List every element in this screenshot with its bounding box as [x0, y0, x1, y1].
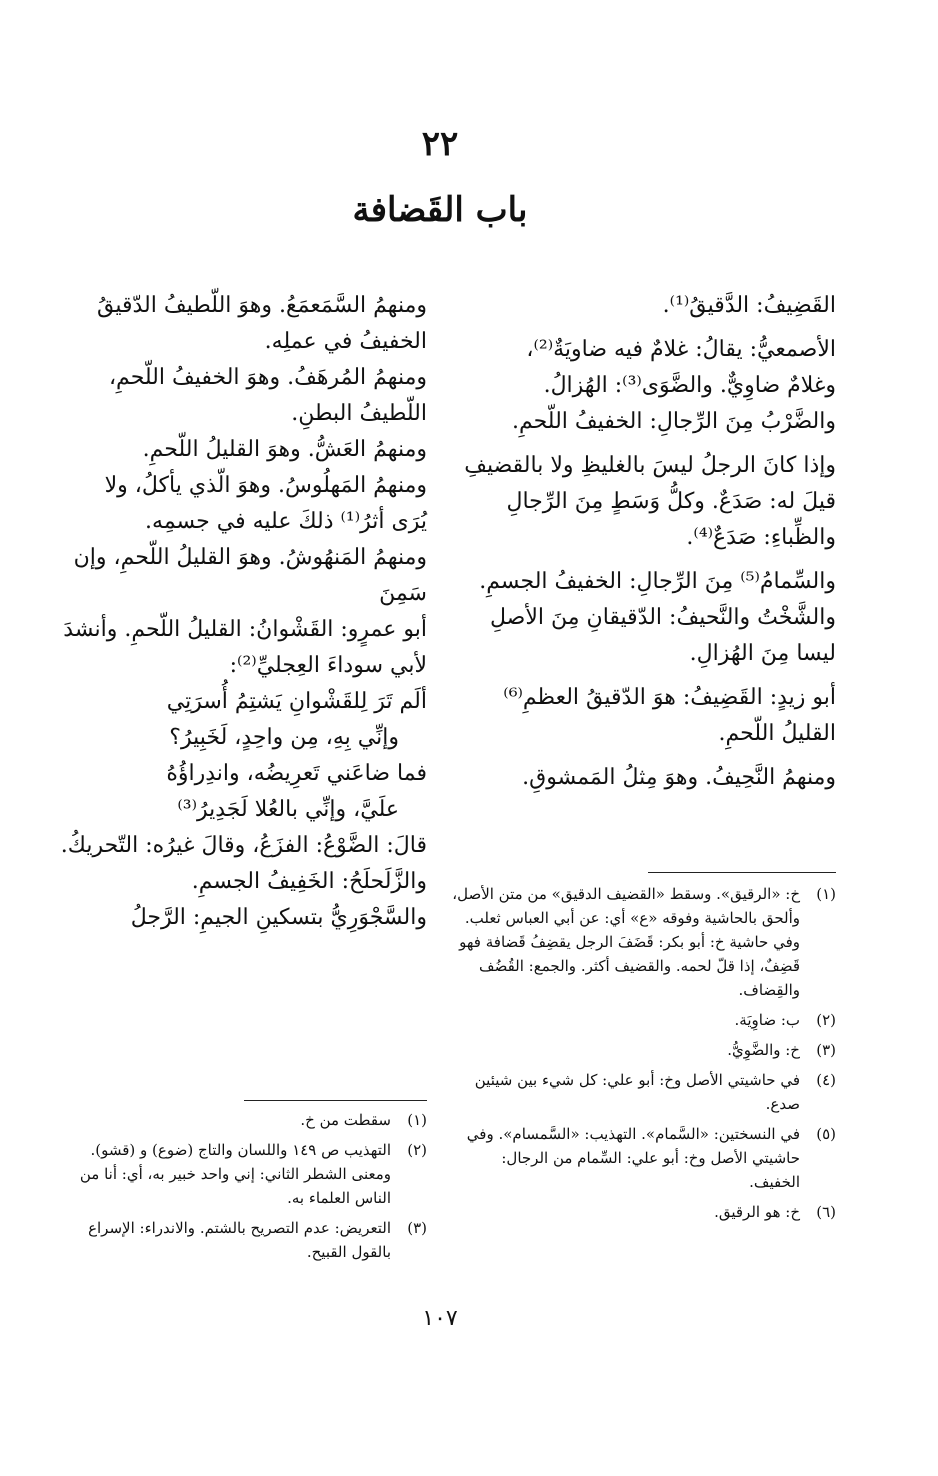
footnote-number: (٣): [407, 1219, 427, 1237]
footnote-text: ب: ضاوِيَة.: [734, 1011, 800, 1029]
text-line: يُرَى أثرُ⁽¹⁾ ذلكَ عليه في جسمِه.: [145, 509, 427, 534]
footnote: [448, 1068, 836, 1116]
footnote-text: التهذيب ص ١٤٩ واللسان والتاج (ضوع) و (قشو). ومعنى الشطر الثاني: إني واحد خبير به، أي: أنا من الناس العلماء به.: [79, 1141, 391, 1207]
text-line: أبو زيدٍ: القَضِيفُ: هوَ الدّقيقُ العظمِ⁽⁶⁾: [503, 685, 836, 710]
text-line: الخفيفُ في عملِه.: [264, 329, 427, 354]
text-line: وإذا كانَ الرجلُ ليسَ بالغليظِ ولا بالقضيفِ: [464, 453, 836, 478]
text-line: والسَّجْوَرِيُّ بتسكينِ الجيمِ: الرَّجلُ: [130, 905, 427, 930]
footnote-separator: [244, 1100, 427, 1101]
text-line: الأصمعيُّ: يقالُ: غلامٌ فيه ضاويَةٌ⁽²⁾،: [526, 337, 836, 362]
text-line: وغلامٌ ضاوِيٌّ. والضَّوَى⁽³⁾: الهُزالُ.: [543, 373, 836, 398]
footnote-number: (٥): [816, 1125, 836, 1143]
text-line: القليلُ اللّحمِ.: [718, 721, 836, 746]
text-line: والظِّباءِ: صَدَعٌ⁽⁴⁾.: [686, 525, 836, 550]
text-line: قالَ: الضَّوْعُ: الفزَعُ، وقالَ غيرُه: التّحريكُ.: [60, 833, 427, 858]
verse-hemistich: فما ضاعَني تَعرِيضُه، واندِراؤُهُ: [166, 761, 427, 786]
text-line: ومنهمُ المَنهُوشُ. وهوَ القليلُ اللّحمِ، وإن: [73, 545, 427, 570]
footnote-number: (٤): [816, 1071, 836, 1089]
footnote-separator: [648, 872, 836, 873]
footnote-text: خ: والضَّوِيُّ.: [727, 1041, 800, 1059]
footnote-number: (٣): [816, 1041, 836, 1059]
footnote-text: خ: هو الرقيق.: [714, 1203, 800, 1221]
footnote: [448, 1200, 836, 1224]
left-column: [52, 288, 427, 936]
footnotes-right: [448, 882, 836, 1230]
text-line: لأبي سوداءَ العِجليِّ⁽²⁾:: [229, 653, 427, 678]
text-line: اللّطيفُ البطنِ.: [291, 401, 427, 426]
text-line: والزَّلَحلَحُ: الخَفِيفُ الجسمِ.: [191, 869, 427, 894]
page-number: ١٠٧: [422, 1306, 458, 1331]
footnote: [448, 1008, 836, 1032]
text-line: ليسا مِنَ الهُزالِ.: [689, 641, 836, 666]
footnote-number: (٦): [816, 1203, 836, 1221]
text-line: ومنهمُ المَهلُوسُ. وهوَ الّذي يأكلُ، ولا: [104, 473, 427, 498]
text-line: ومنهمُ العَشُّ. وهوَ القليلُ اللّحمِ.: [142, 437, 427, 462]
text-line: قيلَ له: صَدَعٌ. وكلُّ وَسَطٍ مِنَ الرِّجالِ: [506, 489, 836, 514]
verse-hemistich: وإنِّي بِهِ، مِن واحِدٍ، لَخَبِيرُ؟: [169, 725, 399, 750]
footnotes-left: [52, 1108, 427, 1270]
footnote: [52, 1138, 427, 1210]
text-line: سَمِنَ: [379, 581, 427, 606]
footnote-number: (٢): [407, 1141, 427, 1159]
chapter-number: ٢٢: [421, 124, 459, 164]
verse-hemistich: ألَم تَرَ لِلقَشْوانِ يَشتِمُ أُسرَتِي: [166, 689, 427, 714]
footnote-text: خ: «الرقيق». وسقط «القضيف الدقيق» من متن الأصل، وألحق بالحاشية وفوقه «ع» أي: عن أبي العباس ثعلب. وفي حاشية خ: أبو بكر: قَضَفَ الرجل يقضِفُ قَضافة فهو قَضِفٌ، إذا قلّ لحمه. والقضيف أكثر. والجمع: القُضُف والقِضاف.: [452, 885, 800, 999]
text-line: أبو عمرٍو: القَشْوانُ: القليلُ اللّحمِ. وأنشدَ: [63, 617, 427, 642]
footnote-number: (١): [816, 885, 836, 903]
footnote: [52, 1216, 427, 1264]
verse-hemistich: علَيَّ، وإنِّي بالعُلا لَجَدِيرُ⁽³⁾: [177, 797, 399, 822]
chapter-title: باب القَضافة: [352, 190, 528, 230]
footnote-text: في النسختين: «السَّمام». التهذيب: «السَّمسام». وفي حاشيتي الأصل وخ: أبو علي: السِّمام من الرجال: الخفيف.: [466, 1125, 800, 1191]
text-line: ومنهمُ النَّحِيفُ. وهوَ مِثلُ المَمشوقِ.: [522, 765, 836, 790]
footnote-text: في حاشيتي الأصل وخ: أبو علي: كل شيء بين شيئين صدع.: [474, 1071, 800, 1113]
text-line: ومنهمُ المُرهَفُ. وهوَ الخفيفُ اللّحمِ،: [108, 365, 427, 390]
footnote-number: (١): [407, 1111, 427, 1129]
footnote-number: (٢): [816, 1011, 836, 1029]
footnote: [448, 1038, 836, 1062]
text-line: ومنهمُ السَّمَعمَعُ. وهوَ اللّطيفُ الدّقيقُ: [96, 293, 427, 318]
footnote: [448, 882, 836, 1002]
text-line: والشَّخْتُ والنَّحيفُ: الدّقيقانِ مِنَ الأصلِ: [490, 605, 836, 630]
text-line: القَضِيفُ: الدَّقيقُ⁽¹⁾.: [662, 293, 836, 318]
text-line: والضَّرْبُ مِنَ الرِّجالِ: الخفيفُ اللّحمِ.: [511, 409, 836, 434]
right-column: [448, 288, 836, 796]
footnote-text: سقطت من خ.: [300, 1111, 391, 1129]
footnote: [52, 1108, 427, 1132]
text-line: والسِّمامُ⁽⁵⁾ مِنَ الرِّجالِ: الخفيفُ الجسمِ.: [479, 569, 836, 594]
footnote-text: التعريض: عدم التصريح بالشتم. والاندراء: الإسراع بالقول القبيح.: [88, 1219, 391, 1261]
footnote: [448, 1122, 836, 1194]
